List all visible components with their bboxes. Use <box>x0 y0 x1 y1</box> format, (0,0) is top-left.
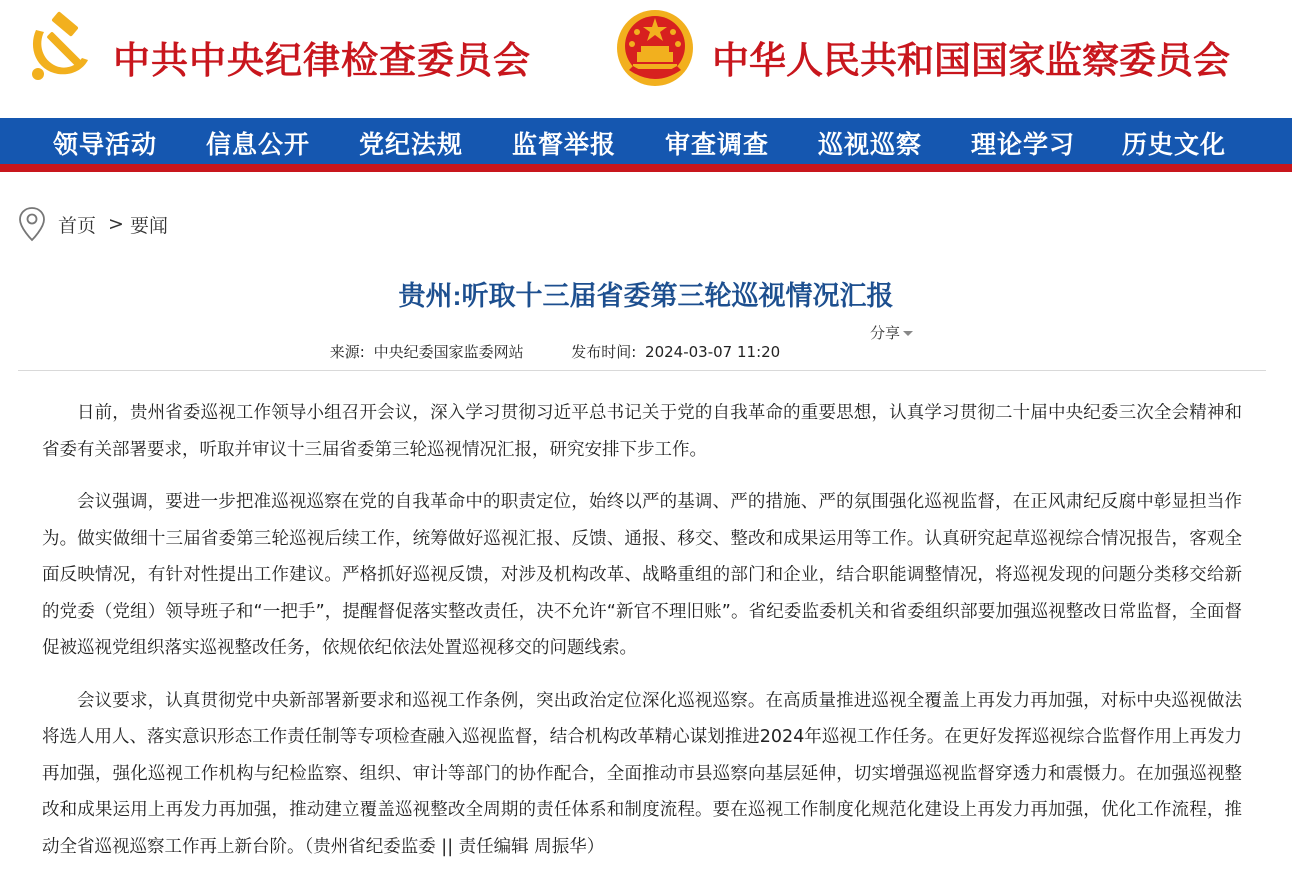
nsc-title[interactable]: 中华人民共和国国家监察委员会 <box>712 38 1230 82</box>
source-label: 来源: <box>329 343 365 361</box>
nav-item-inspection[interactable]: 巡视巡察 <box>818 130 923 159</box>
party-emblem-icon[interactable] <box>22 8 98 84</box>
national-emblem-icon[interactable] <box>615 8 695 88</box>
share-label: 分享 <box>870 324 901 342</box>
nav-red-stripe <box>0 164 1292 172</box>
breadcrumb <box>18 206 168 242</box>
time-value: 2024-03-07 11:20 <box>645 343 781 361</box>
article-body <box>42 395 1242 871</box>
nav-item-theory[interactable]: 理论学习 <box>971 130 1076 159</box>
article-paragraph: 日前，贵州省委巡视工作领导小组召开会议，深入学习贯彻习近平总书记关于党的自我革命的重要思想，认真学习贯彻二十届中央纪委三次全会精神和省委有关部署要求，听取并审议十三届省委第三轮巡视情况汇报，研究安排下步工作。 <box>42 403 1242 460</box>
nav-item-history[interactable]: 历史文化 <box>1122 130 1227 159</box>
article-meta <box>0 341 1110 362</box>
site-header <box>0 0 1292 118</box>
nav-item-regulations[interactable]: 党纪法规 <box>359 130 464 159</box>
article-title: 贵州:听取十三届省委第三轮巡视情况汇报 <box>398 281 894 311</box>
divider <box>18 370 1266 371</box>
share-button[interactable] <box>870 322 913 343</box>
breadcrumb-home[interactable]: 首页 <box>58 214 97 237</box>
nav-item-report[interactable]: 监督举报 <box>512 130 617 159</box>
nav-item-leadership[interactable]: 领导活动 <box>53 130 158 159</box>
chevron-down-icon <box>903 331 913 336</box>
article-paragraph: 会议要求，认真贯彻党中央新部署新要求和巡视工作条例，突出政治定位深化巡视巡察。在高质量推进巡视全覆盖上再发力再加强，对标中央巡视做法将选人用人、落实意识形态工作责任制等专项检查融入巡视监督，结合机构改革精心谋划推进2024年巡视工作任务。在更好发挥巡视综合监督作用上再发力再加强，强化巡视工作机构与纪检监察、组织、审计等部门的协作配合，全面推动市县巡察向基层延伸，切实增强巡视监督穿透力和震慑力。在加强巡视整改和成果运用上再发力再加强，推动建立覆盖巡视整改全周期的责任体系和制度流程。要在巡视工作制度化规范化建设上再发力再加强，优化工作流程，推动全省巡视巡察工作再上新台阶。（贵州省纪委监委 || 责任编辑 周振华） <box>42 690 1242 857</box>
cpc-title[interactable]: 中共中央纪律检查委员会 <box>113 38 531 82</box>
nav-item-investigation[interactable]: 审查调查 <box>665 130 770 159</box>
breadcrumb-separator: > <box>108 213 124 235</box>
breadcrumb-current[interactable]: 要闻 <box>129 214 168 237</box>
location-pin-icon <box>18 206 46 242</box>
time-label: 发布时间: <box>571 343 637 361</box>
source-value: 中央纪委国家监委网站 <box>373 343 524 361</box>
article-paragraph: 会议强调，要进一步把准巡视巡察在党的自我革命中的职责定位，始终以严的基调、严的措施、严的氛围强化巡视监督，在正风肃纪反腐中彰显担当作为。做实做细十三届省委第三轮巡视后续工作，统筹做好巡视汇报、反馈、通报、移交、整改和成果运用等工作。认真研究起草巡视综合情况报告，客观全面反映情况，有针对性提出工作建议。严格抓好巡视反馈，对涉及机构改革、战略重组的部门和企业，结合职能调整情况，将巡视发现的问题分类移交给新的党委（党组）领导班子和“一把手”，提醒督促落实整改责任，决不允许“新官不理旧账”。省纪委监委机关和省委组织部要加强巡视整改日常监督，全面督促被巡视党组织落实巡视整改任务，依规依纪依法处置巡视移交的问题线索。 <box>42 492 1242 658</box>
main-nav <box>0 118 1292 164</box>
nav-item-info[interactable]: 信息公开 <box>206 130 311 159</box>
